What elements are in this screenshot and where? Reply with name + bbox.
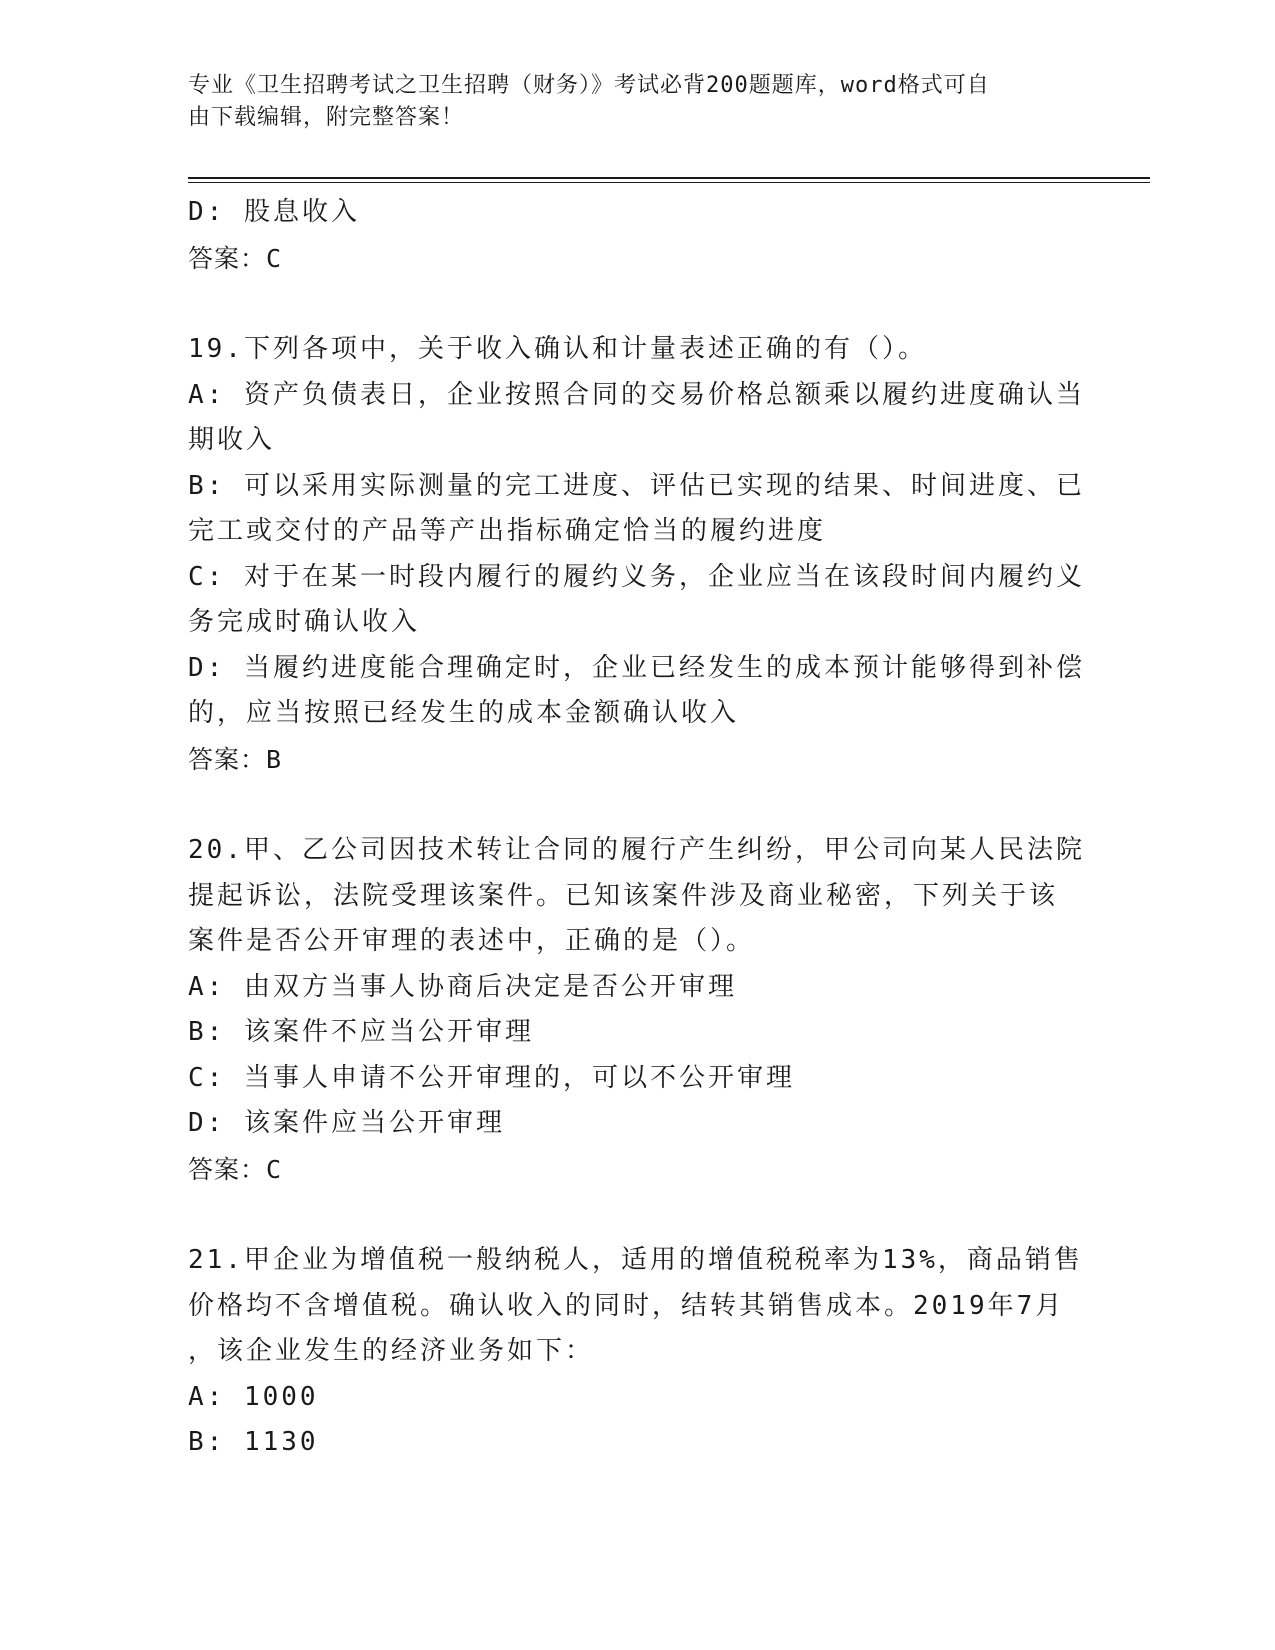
q20-stem-line-2: 提起诉讼，法院受理该案件。已知该案件涉及商业秘密，下列关于该 xyxy=(188,880,1059,911)
spacer xyxy=(188,281,1088,327)
q21-stem-line-3: ，该企业发生的经济业务如下： xyxy=(188,1336,595,1366)
q19-option-d-line-1: D: 当履约进度能合理确定时，企业已经发生的成本预计能够得到补偿 xyxy=(188,652,1085,683)
q19-option-c-line-1: C: 对于在某一时段内履行的履约义务，企业应当在该段时间内履约义 xyxy=(188,561,1085,592)
q21-option-a: A: 1000 xyxy=(188,1381,319,1412)
q19-option-a-line-2: 期收入 xyxy=(188,425,276,455)
q19-option-a-line-1: A: 资产负债表日，企业按照合同的交易价格总额乘以履约进度确认当 xyxy=(188,379,1085,410)
q20-option-d: D: 该案件应当公开审理 xyxy=(188,1108,505,1138)
q20-stem-line-3: 案件是否公开审理的表述中，正确的是（）。 xyxy=(188,926,756,956)
q19-option-c-line-2: 务完成时确认收入 xyxy=(188,607,421,637)
q20-answer: 答案：C xyxy=(188,1154,283,1184)
header-divider-thin xyxy=(188,182,1150,183)
q20-stem-line-1: 20.甲、乙公司因技术转让合同的履行产生纠纷，甲公司向某人民法院 xyxy=(188,835,1085,865)
q19-option-d-line-2: 的，应当按照已经发生的成本金额确认收入 xyxy=(188,698,740,728)
header-divider xyxy=(188,177,1150,179)
header-line-1: 专业《卫生招聘考试之卫生招聘（财务）》考试必背200题题库，word格式可自 xyxy=(188,73,990,98)
q21-stem-line-1: 21.甲企业为增值税一般纳税人，适用的增值税税率为13%，商品销售 xyxy=(188,1245,1083,1275)
q20-option-b: B: 该案件不应当公开审理 xyxy=(188,1017,534,1047)
q21-option-b: B: 1130 xyxy=(188,1427,319,1457)
q19-stem: 19.下列各项中，关于收入确认和计量表述正确的有（）。 xyxy=(188,334,927,364)
q18-answer: 答案：C xyxy=(188,243,283,273)
spacer xyxy=(188,1192,1088,1238)
q21-stem-line-2: 价格均不含增值税。确认收入的同时，结转其销售成本。2019年7月 xyxy=(188,1290,1065,1321)
document-header xyxy=(188,70,1068,134)
q19-option-b-line-2: 完工或交付的产品等产出指标确定恰当的履约进度 xyxy=(188,516,827,546)
q18-option-d: D: 股息收入 xyxy=(188,197,360,227)
q20-option-c: C: 当事人申请不公开审理的，可以不公开审理 xyxy=(188,1062,795,1093)
spacer xyxy=(188,782,1088,828)
header-line-2: 由下载编辑，附完整答案！ xyxy=(188,105,465,130)
document-body xyxy=(188,190,1088,1466)
q20-option-a: A: 由双方当事人协商后决定是否公开审理 xyxy=(188,971,737,1002)
q19-option-b-line-1: B: 可以采用实际测量的完工进度、评估已实现的结果、时间进度、已 xyxy=(188,470,1085,501)
q19-answer: 答案：B xyxy=(188,744,283,774)
